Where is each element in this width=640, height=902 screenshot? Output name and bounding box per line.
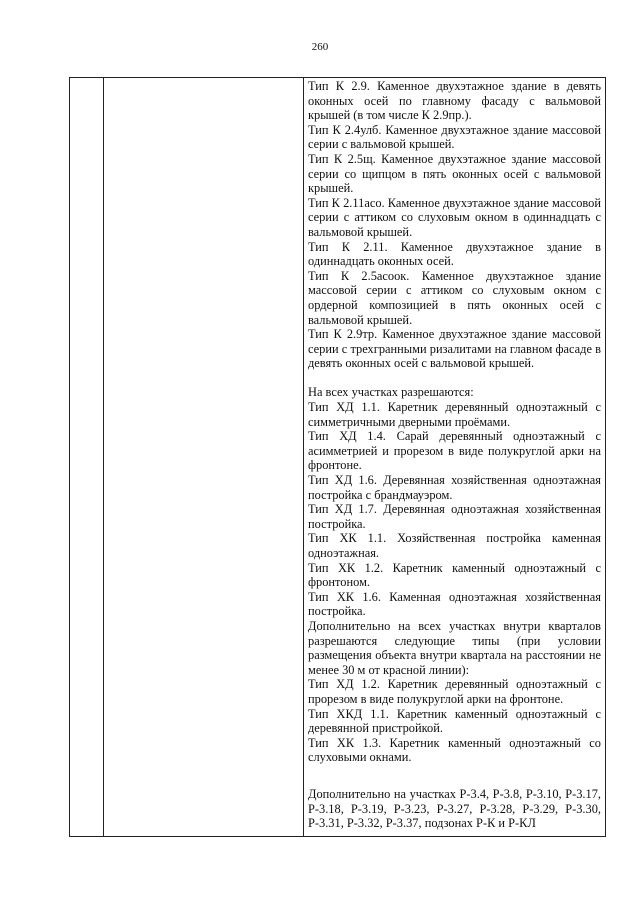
paragraph: Тип К 2.9тр. Каменное двухэтажное здание массовой серии с трехгранными ризалитами на главном фасаде в девять оконных осей с вальмовой крышей.: [308, 327, 601, 371]
paragraph: Тип ХД 1.4. Сарай деревянный одноэтажный с асимметрией и прорезом в виде полукруглой арки на фронтоне.: [308, 429, 601, 473]
additional-plots-block: [308, 787, 601, 831]
column-divider: [303, 78, 304, 836]
paragraph: Тип К 2.4улб. Каменное двухэтажное здание массовой серии с вальмовой крышей.: [308, 122, 601, 152]
paragraph: Тип ХД 1.2. Каретник деревянный одноэтажный с прорезом в виде полукруглой арки на фронтоне.: [308, 677, 601, 706]
paragraph: Тип ХД 1.6. Деревянная хозяйственная одноэтажная постройка с брандмауэром.: [308, 473, 601, 502]
paragraph: Тип ХКД 1.1. Каретник каменный одноэтажный с деревянной пристройкой.: [308, 706, 601, 736]
column-divider: [103, 78, 104, 836]
paragraph: Тип К 2.11. Каменное двухэтажное здание в одиннадцать оконных осей.: [308, 239, 601, 269]
page-number: 260: [311, 41, 329, 53]
paragraph: Тип ХК 1.1. Хозяйственная постройка каменная одноэтажная.: [308, 531, 601, 560]
paragraph: На всех участках разрешаются:: [308, 385, 474, 400]
paragraph: Дополнительно на участках Р-3.4, Р-3.8, Р-3.10, Р-3.17, Р-3.18, Р-3.19, Р-3.23, Р-3.27, Р-3.28, Р-3.29, Р-3.30, Р-3.31, Р-3.32, Р-3.37, подзонах Р-К и Р-КЛ: [308, 786, 601, 831]
paragraph: Тип ХД 1.7. Деревянная одноэтажная хозяйственная постройка.: [308, 502, 601, 531]
paragraph: Тип ХК 1.3. Каретник каменный одноэтажный со слуховыми окнами.: [308, 735, 601, 765]
table-cell-text: [308, 79, 601, 831]
paragraph: Тип ХД 1.1. Каретник деревянный одноэтажный с симметричными дверными проёмами.: [308, 400, 601, 429]
paragraph: Тип К 2.9. Каменное двухэтажное здание в девять оконных осей по главному фасаду с вальмовой крышей (в том числе К 2.9пр.).: [308, 79, 601, 123]
paragraph: Тип К 2.11асо. Каменное двухэтажное здание массовой серии с аттиком со слуховым окном в одиннадцать с вальмовой крышей.: [308, 195, 601, 239]
paragraph: Тип ХК 1.6. Каменная одноэтажная хозяйственная постройка.: [308, 589, 601, 619]
outbuilding-types-block: [308, 385, 601, 764]
building-types-block: [308, 79, 601, 371]
paragraph: Тип ХК 1.2. Каретник каменный одноэтажный с фронтоном.: [308, 560, 601, 590]
paragraph: Тип К 2.5асоок. Каменное двухэтажное здание массовой серии с аттиком со слуховым окном с ордерной композицией в пять оконных осей с вальмовой крышей.: [308, 268, 601, 327]
paragraph: Дополнительно на всех участках внутри кварталов разрешаются следующие типы (при условии размещения объекта внутри квартала на расстоянии не менее 30 м от красной линии):: [308, 618, 601, 677]
paragraph: Тип К 2.5щ. Каменное двухэтажное здание массовой серии со щипцом в пять оконных осей с вальмовой крышей.: [308, 151, 601, 196]
